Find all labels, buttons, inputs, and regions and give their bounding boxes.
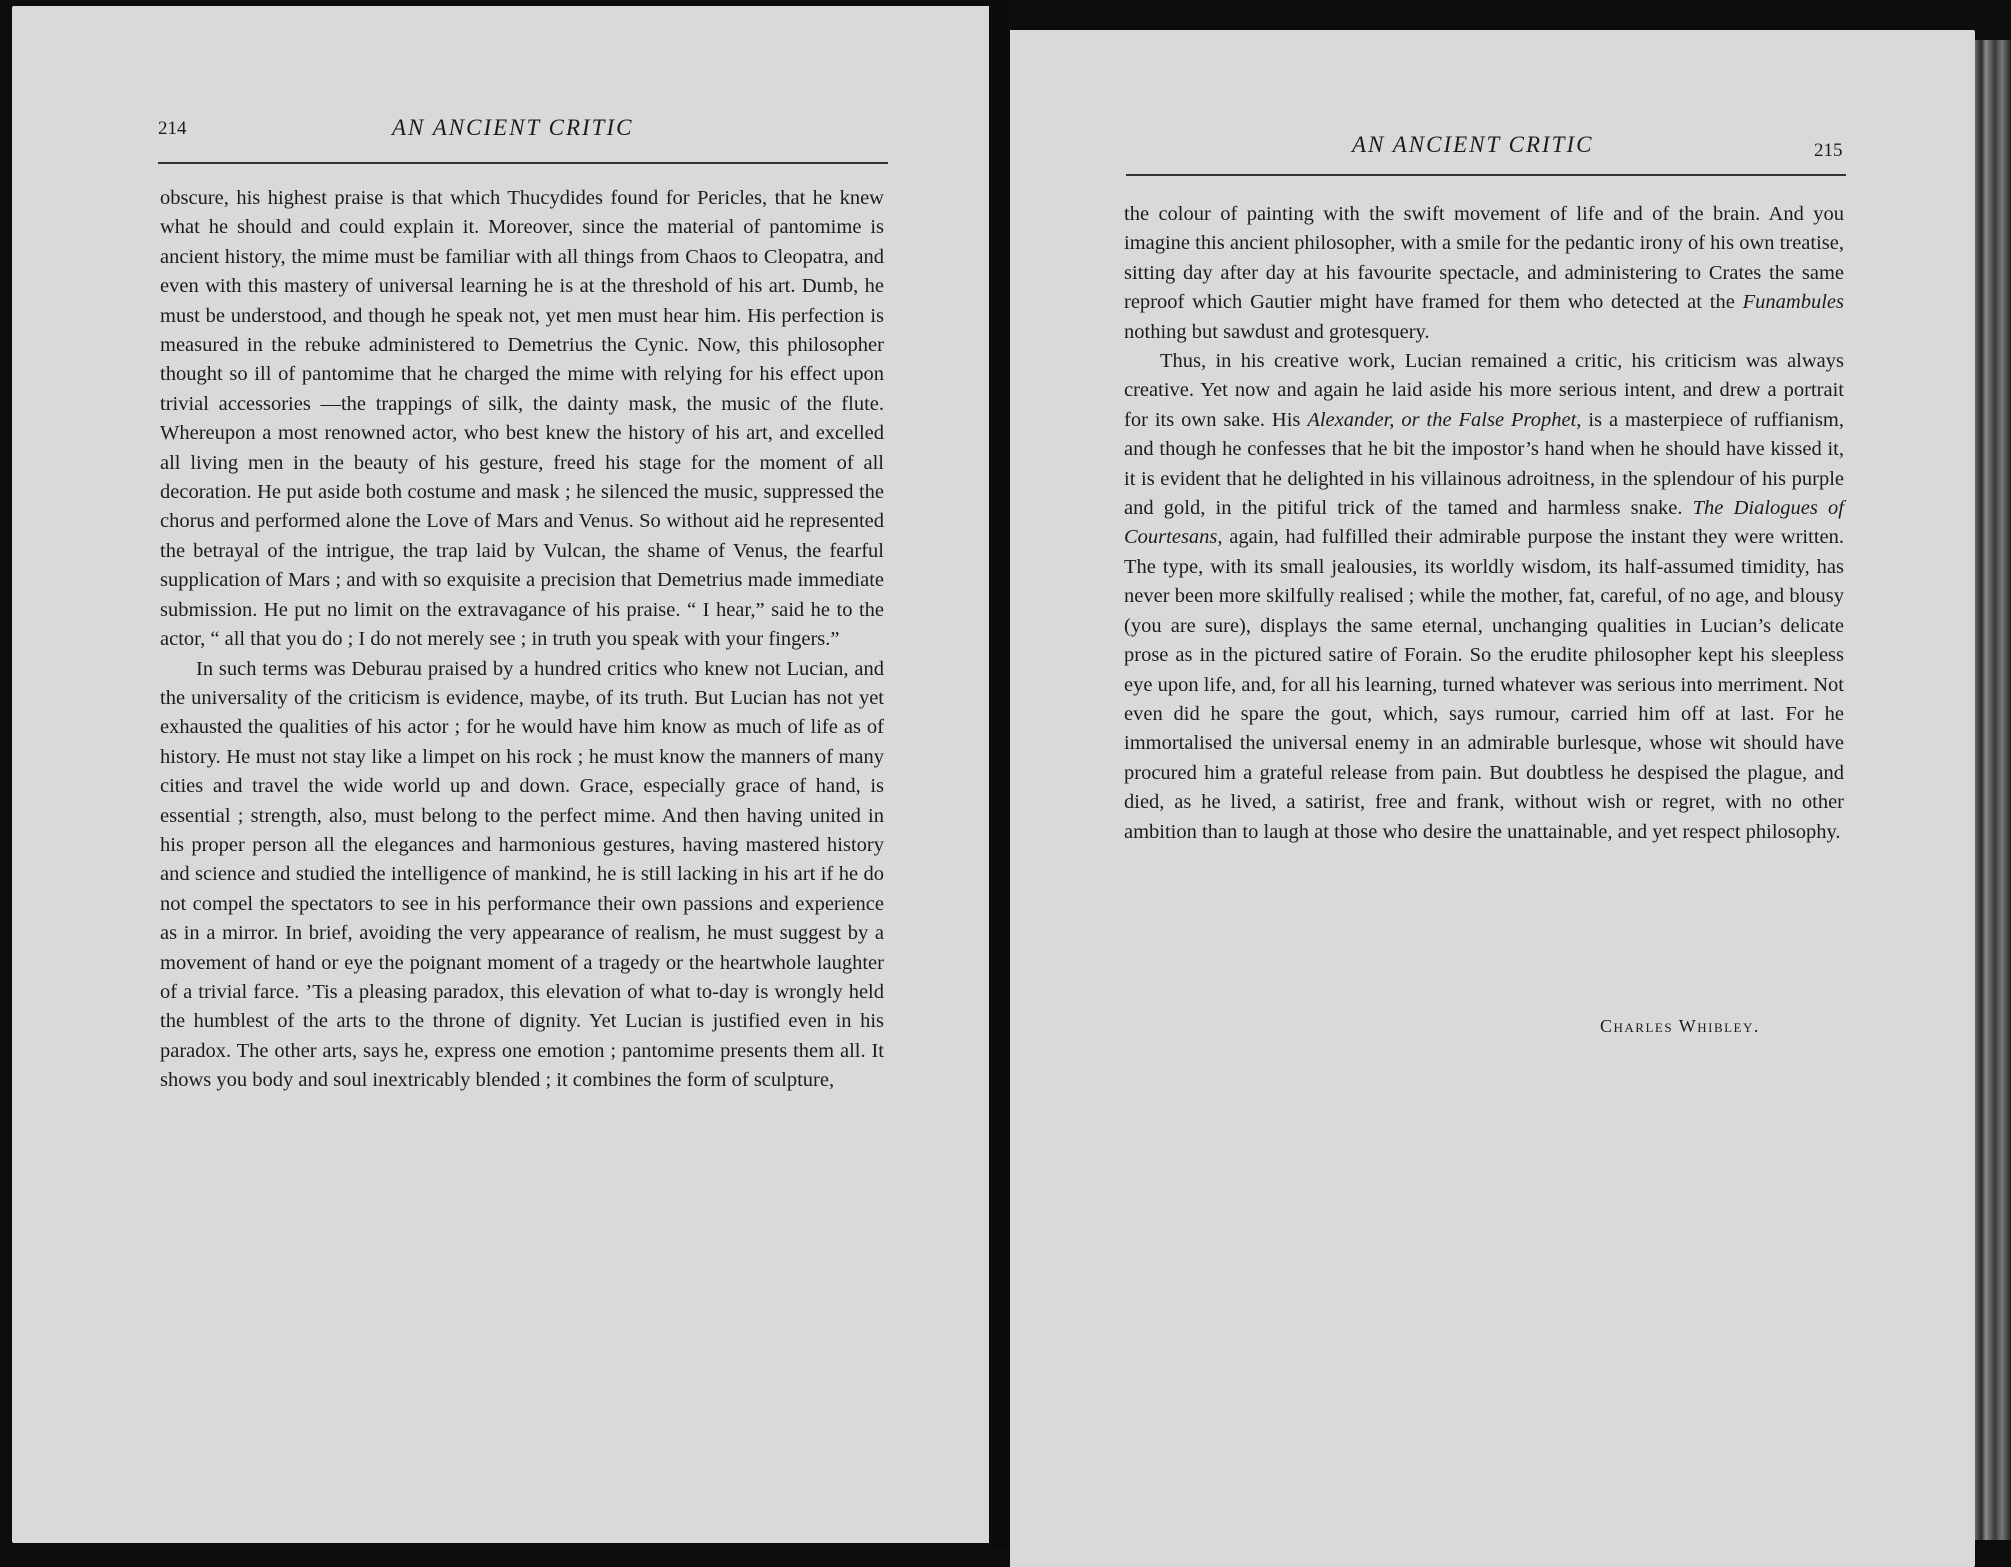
book-gutter <box>989 0 1010 1549</box>
right-p1-end: nothing but sawdust and grotesquery. <box>1124 320 1430 343</box>
right-header-rule <box>1126 174 1846 176</box>
right-p2-text-b: is a masterpiece of ruffianism, and though he confesses that he bit the impostor’s hand when he should have kissed it, it is evident that he delighted in his villainous adroitness, in the splendour of his purple and gold, in the pitiful trick of the tamed and harmless snake. <box>1124 408 1844 520</box>
right-paragraph-1 <box>1124 200 1844 347</box>
left-header-rule <box>158 162 888 164</box>
right-page-number: 215 <box>1814 140 1843 161</box>
right-p2-italic-1: Alexander, or the False Prophet, <box>1307 408 1582 431</box>
left-body-text <box>160 184 884 1096</box>
left-page-number: 214 <box>158 118 187 139</box>
page-edges <box>1975 40 2011 1540</box>
left-paragraph-2: In such terms was Deburau praised by a hundred critics who knew not Lucian, and the universality of the criticism is evidence, maybe, of its truth. But Lucian has not yet exhausted the qualities of his actor ; for he would have him know as much of life as of history. He must not stay like a limpet on his rock ; he must know the manners of many cities and travel the wide world up and down. Grace, especially grace of hand, is essential ; strength, also, must belong to the perfect mime. And then having united in his proper person all the elegances and harmonious gestures, having mastered history and science and studied the intelligence of mankind, he is still lacking in his art if he do not compel the spectators to see in his performance their own passions and experience as in a mirror. In brief, avoiding the very appearance of realism, he must suggest by a movement of hand or eye the poignant moment of a tragedy or the heartwhole laughter of a trivial farce. ’Tis a pleasing paradox, this elevation of what to-day is wrongly held the humblest of the arts to the throne of dignity. Yet Lucian is justified even in his paradox. The other arts, says he, express one emotion ; pantomime presents them all. It shows you body and soul inextricably blended ; it combines the form of sculpture, <box>160 657 884 1092</box>
right-running-head: AN ANCIENT CRITIC <box>1352 132 1594 157</box>
right-p1-italic: Funambules <box>1742 291 1844 314</box>
right-p1-text: the colour of painting with the swift movement of life and of the brain. And you imagine this ancient philosopher, with a smile for the pedantic irony of his own treatise, sitting day after day at his favourite spectacle, and administering to Crates the same reproof which Gautier might have framed for them who detected at the <box>1124 203 1844 314</box>
right-p2-italic-2: The Dialogues of Courtesans, <box>1124 497 1844 549</box>
left-paragraph-1: obscure, his highest praise is that which Thucydides found for Pericles, that he knew what he should and could explain it. Moreover, since the material of pantomime is ancient history, the mime must be familiar with all things from Chaos to Cleopatra, and even with this mastery of universal learning he is at the threshold of his art. Dumb, he must be understood, and though he speak not, yet men must hear him. His perfection is measured in the rebuke administered to Demetrius the Cynic. Now, this philosopher thought so ill of pantomime that he charged the mime with relying for his effect upon trivial accessories —the trappings of silk, the dainty mask, the music of the flute. Whereupon a most renowned actor, who best knew the history of his art, and excelled all living men in the beauty of his gesture, freed his stage for the moment of all decoration. He put aside both costume and mask ; he silenced the music, suppressed the chorus and performed alone the Love of Mars and Venus. So without aid he represented the betrayal of the intrigue, the trap laid by Vulcan, the shame of Venus, the fearful supplication of Mars ; and with so exquisite a precision that Demetrius made immediate submission. He put no limit on the extravagance of his praise. “ I hear,” said he to the actor, “ all that you do ; I do not merely see ; in truth you speak with your fingers.” <box>160 187 884 651</box>
right-paragraph-2 <box>1124 347 1844 847</box>
right-p2-text-c: again, had fulfilled their admirable purpose the instant they were written. The type, with its small jealousies, its worldly wisdom, its half-assumed timidity, has never been more skilfully realised ; while the mother, fat, careful, of no age, and blousy (you are sure), displays the same eternal, unchanging qualities in Lucian’s delicate prose as in the pictured satire of Forain. So the erudite philosopher kept his sleepless eye upon life, and, for all his learning, turned whatever was serious into merriment. Not even did he spare the gout, which, says rumour, carried him off at last. For he immortalised the universal enemy in an admirable burlesque, whose wit should have procured him a grateful release from pain. But doubtless he despised the plague, and died, as he lived, a satirist, free and frank, without wish or regret, with no other ambition than to laugh at those who desire the unattainable, and yet respect philosophy. <box>1124 526 1844 843</box>
right-p2-text-a: Thus, in his creative work, Lucian remained a critic, his criticism was always creative. Yet now and again he laid aside his more serious intent, and drew a portrait for its own sake. His <box>1124 350 1844 431</box>
right-body-text <box>1124 200 1844 847</box>
author-signature: Charles Whibley. <box>1600 1016 1760 1036</box>
left-running-head: AN ANCIENT CRITIC <box>392 115 634 140</box>
